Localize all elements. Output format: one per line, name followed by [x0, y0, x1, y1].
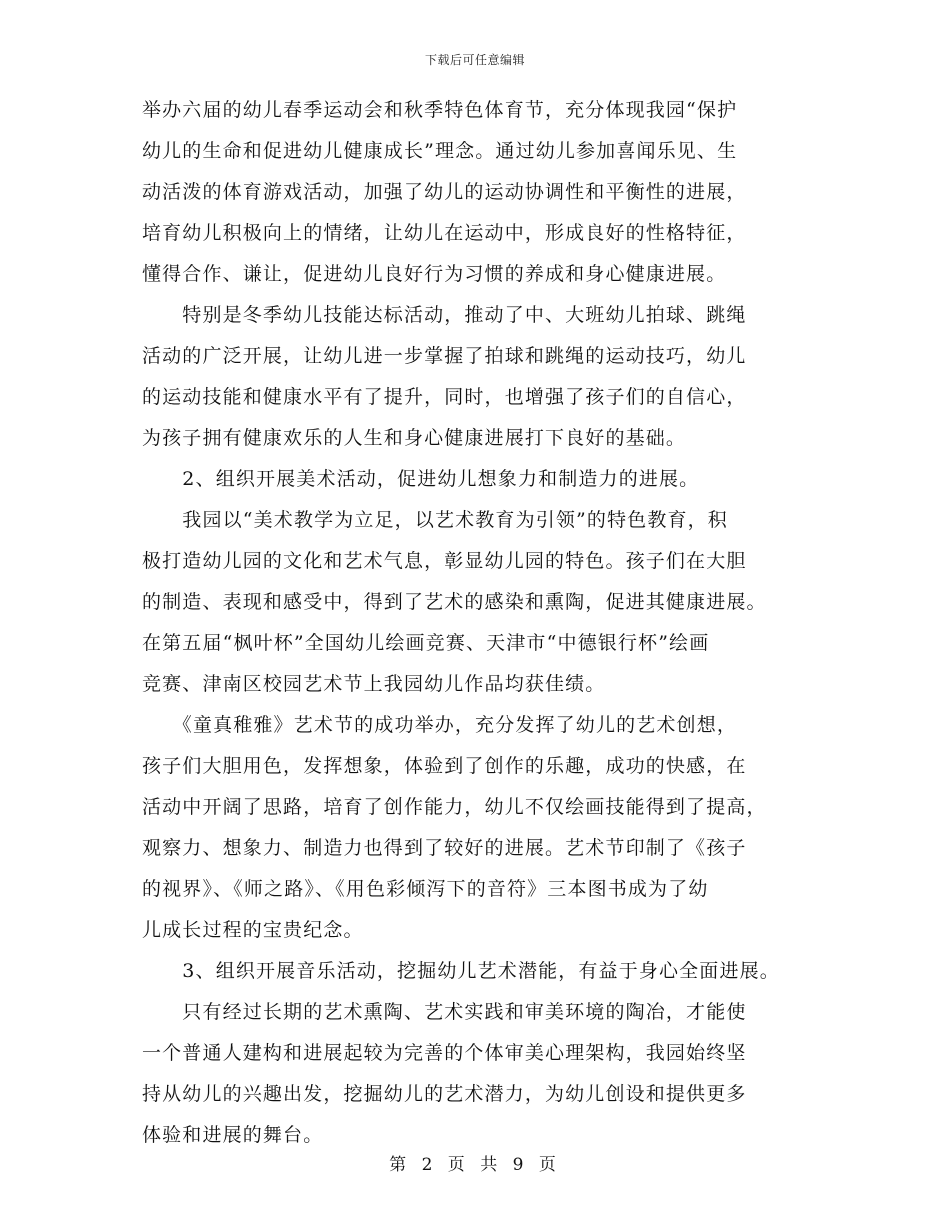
paragraph-line: 体验和进展的舞台。 [142, 1124, 324, 1146]
paragraph-line: 《童真稚雅》艺术节的成功举办，充分发挥了幼儿的艺术创想， [142, 714, 738, 736]
paragraph-line: 幼儿的生命和促进幼儿健康成长”理念。通过幼儿参加喜闻乐见、生 [142, 140, 738, 162]
paragraph-line: 在第五届“枫叶杯”全国幼儿绘画竞赛、天津市“中德银行杯”绘画 [142, 632, 710, 654]
page-number-footer: 第 2 页 共 9 页 [389, 1155, 561, 1175]
paragraph-line: 特别是冬季幼儿技能达标活动，推动了中、大班幼儿拍球、跳绳 [142, 304, 747, 326]
paragraph-line: 为孩子拥有健康欢乐的人生和身心健康进展打下良好的基础。 [142, 427, 687, 449]
paragraph-line: 动活泼的体育游戏活动，加强了幼儿的运动协调性和平衡性的进展， [142, 181, 747, 203]
paragraph-line: 持从幼儿的兴趣出发，挖掘幼儿的艺术潜力，为幼儿创设和提供更多 [142, 1083, 747, 1105]
paragraph-line: 的运动技能和健康水平有了提升，同时，也增强了孩子们的自信心， [142, 386, 747, 408]
paragraph-line: 只有经过长期的艺术熏陶、艺术实践和审美环境的陶冶，才能使 [142, 1001, 747, 1023]
paragraph-line: 的制造、表现和感受中，得到了艺术的感染和熏陶，促进其健康进展。 [142, 591, 767, 613]
paragraph-line: 极打造幼儿园的文化和艺术气息，彰显幼儿园的特色。孩子们在大胆 [142, 550, 747, 572]
paragraph-line: 一个普通人建构和进展起较为完善的个体审美心理架构，我园始终坚 [142, 1042, 747, 1064]
paragraph-line: 举办六届的幼儿春季运动会和秋季特色体育节，充分体现我园“保护 [142, 99, 738, 121]
section-heading: 2、组织开展美术活动，促进幼儿想象力和制造力的进展。 [142, 468, 700, 490]
section-heading: 3、组织开展音乐活动，挖掘幼儿艺术潜能，有益于身心全面进展。 [142, 960, 780, 982]
paragraph-line: 儿成长过程的宝贵纪念。 [142, 919, 364, 941]
paragraph-line: 孩子们大胆用色，发挥想象，体验到了创作的乐趣，成功的快感，在 [142, 755, 747, 777]
paragraph-line: 观察力、想象力、制造力也得到了较好的进展。艺术节印制了《孩子 [142, 837, 747, 859]
paragraph-line: 培育幼儿积极向上的情绪，让幼儿在运动中，形成良好的性格特征， [142, 222, 747, 244]
paragraph-line: 活动的广泛开展，让幼儿进一步掌握了拍球和跳绳的运动技巧，幼儿 [142, 345, 747, 367]
paragraph-line: 懂得合作、谦让，促进幼儿良好行为习惯的养成和身心健康进展。 [142, 263, 727, 285]
page-header: 下载后可任意编辑 [424, 53, 525, 67]
paragraph-line: 我园以“美术教学为立足，以艺术教育为引领”的特色教育，积 [142, 509, 728, 531]
paragraph-line: 竞赛、津南区校园艺术节上我园幼儿作品均获佳绩。 [142, 673, 606, 695]
paragraph-line: 活动中开阔了思路，培育了创作能力，幼儿不仅绘画技能得到了提高， [142, 796, 767, 818]
paragraph-line: 的视界》、《师之路》、《用色彩倾泻下的音符》三本图书成为了幼 [142, 878, 709, 900]
